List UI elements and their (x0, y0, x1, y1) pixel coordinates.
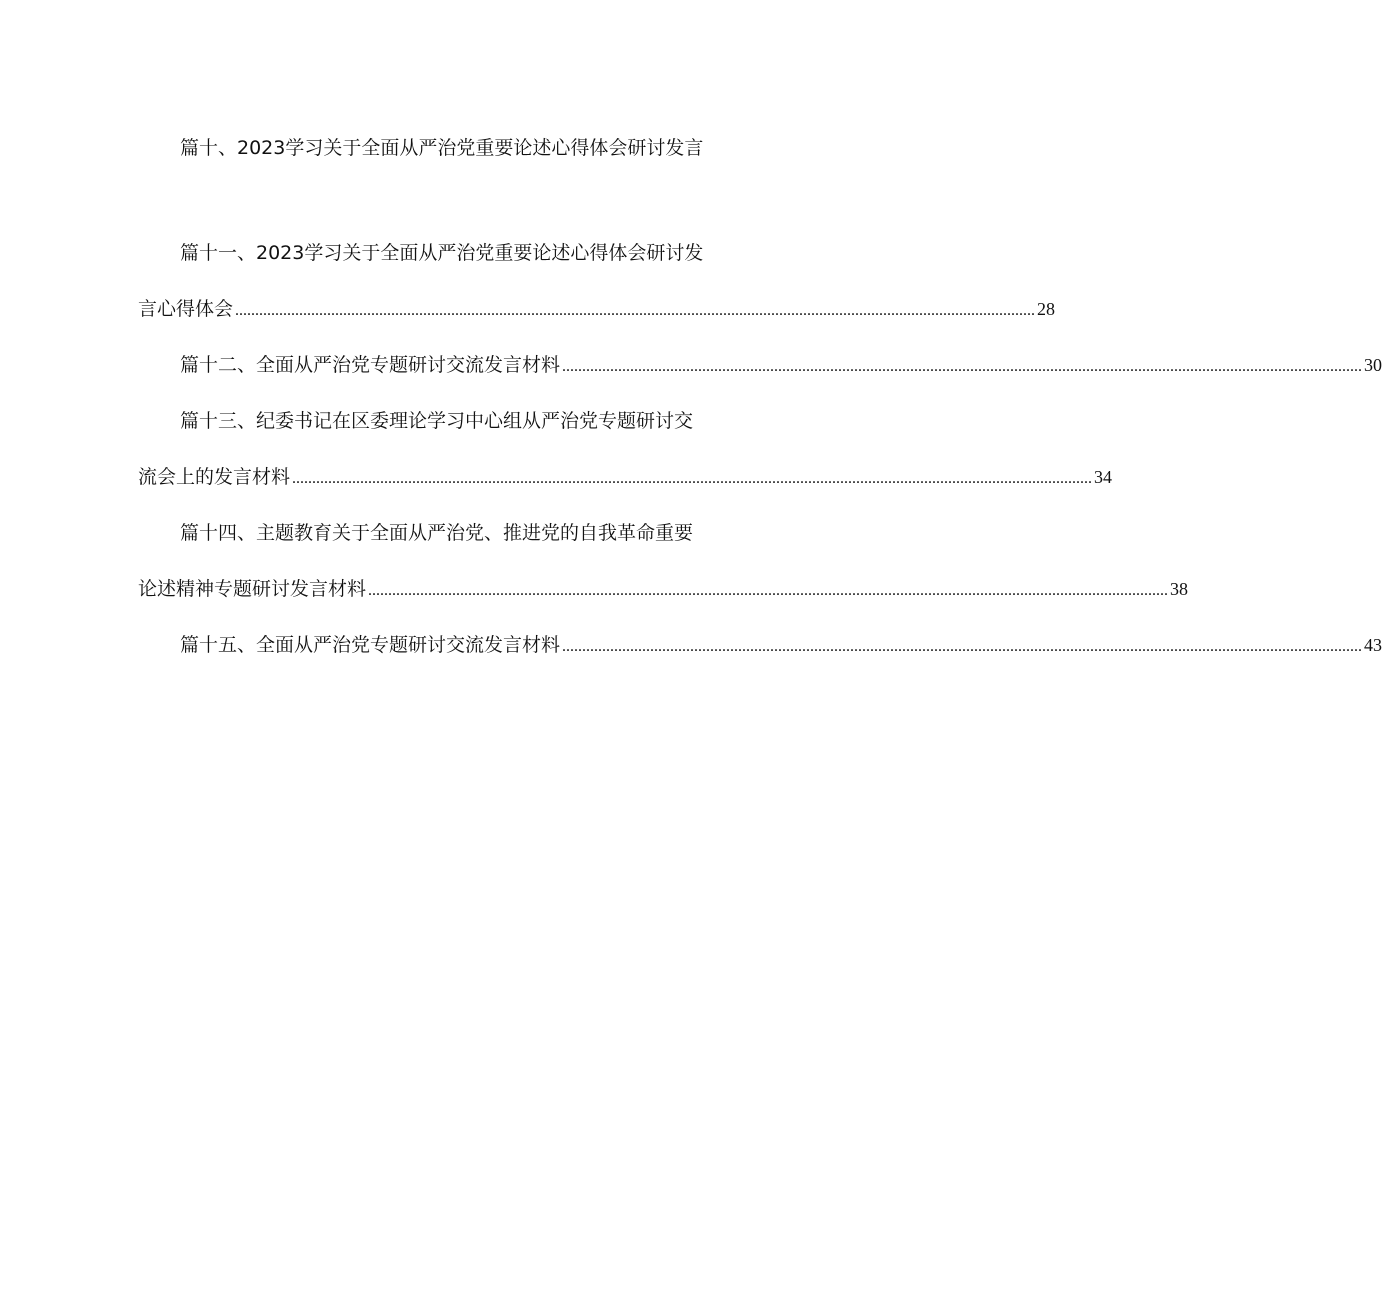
toc-entry-title-continued: 论述精神专题研讨发言材料 (138, 578, 367, 600)
toc-entry-title: 篇十五、全面从严治党专题研讨交流发言材料 (180, 634, 561, 656)
toc-entry-title-continued: 言心得体会 (138, 298, 234, 320)
toc-entry-title: 篇十二、全面从严治党专题研讨交流发言材料 (180, 354, 561, 376)
toc-entry-12[interactable] (180, 350, 1382, 380)
page-number: 30 (1364, 355, 1382, 375)
toc-entry-11-line-2[interactable] (138, 294, 1056, 324)
dot-leader: ........................................................................................................................................................................................................ (292, 470, 1093, 487)
toc-entry-title: 篇十、2023学习关于全面从严治党重要论述心得体会研讨发言 (180, 137, 704, 159)
dot-leader: ........................................................................................................................................................................................................ (562, 638, 1363, 655)
page-number: 43 (1364, 635, 1382, 655)
toc-entry-title-continued: 流会上的发言材料 (138, 466, 291, 488)
page-number: 34 (1094, 467, 1113, 487)
page-number: 38 (1170, 579, 1189, 599)
toc-entry-title: 篇十一、2023学习关于全面从严治党重要论述心得体会研讨发 (180, 242, 704, 264)
toc-entry-14-line-2[interactable] (138, 574, 1189, 604)
toc-entry-15[interactable] (180, 630, 1382, 660)
dot-leader: ........................................................................................................................................................................................................ (368, 582, 1169, 599)
page-number: 28 (1037, 299, 1056, 319)
toc-entry-title: 篇十四、主题教育关于全面从严治党、推进党的自我革命重要 (180, 522, 694, 544)
toc-entry-13-line-2[interactable] (138, 462, 1113, 492)
toc-entry-10[interactable] (180, 133, 770, 163)
dot-leader: ........................................................................................................................................................................................................ (562, 358, 1363, 375)
toc-entry-14-line-1[interactable] (180, 518, 770, 548)
dot-leader: ........................................................................................................................................................................................................ (235, 302, 1036, 319)
toc-entry-title: 篇十三、纪委书记在区委理论学习中心组从严治党专题研讨交 (180, 410, 694, 432)
toc-entry-11-line-1[interactable] (180, 238, 770, 268)
toc-entry-13-line-1[interactable] (180, 406, 770, 436)
